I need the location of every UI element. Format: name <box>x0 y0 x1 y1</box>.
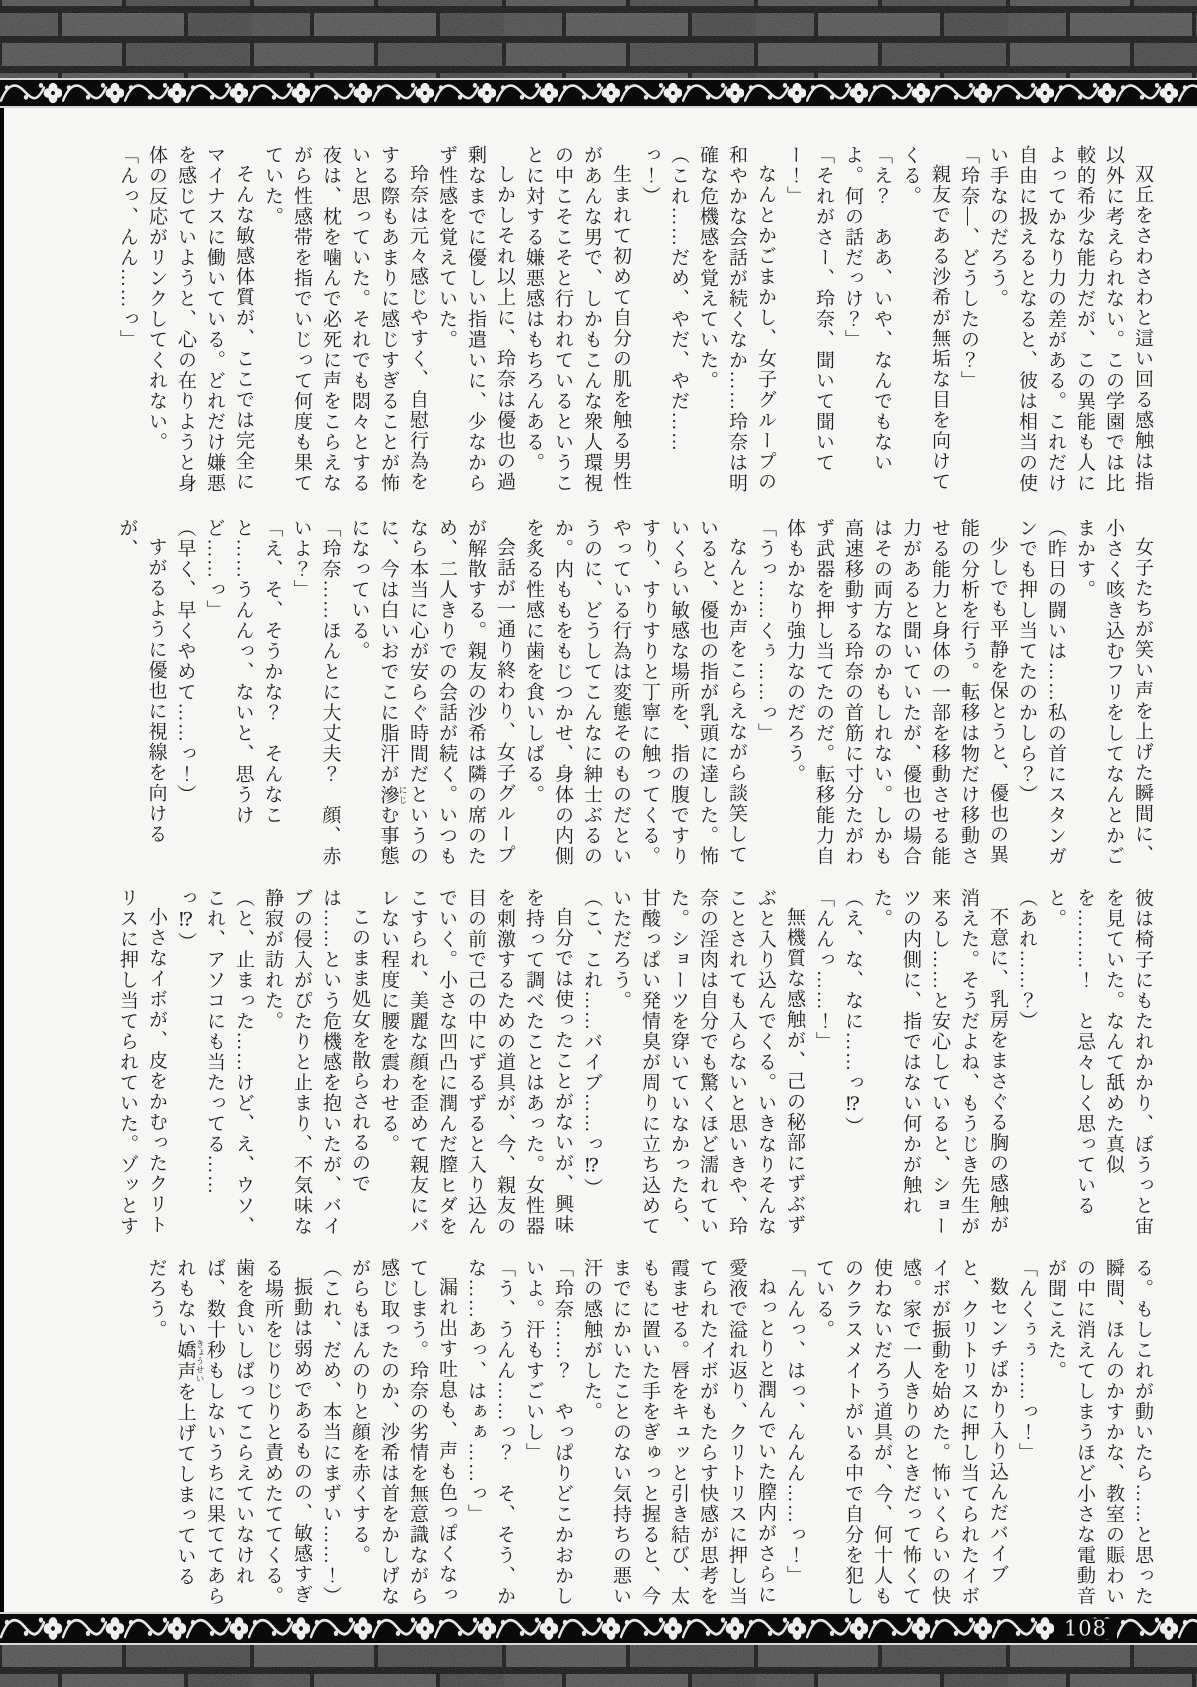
brick-texture-top <box>0 0 1197 78</box>
paragraph: （こ、これ……バイブ……っ⁉） <box>581 888 602 1199</box>
page-content <box>0 108 1197 1612</box>
page-number: 108 <box>1054 1618 1117 1639</box>
paragraph: （え、な、なに……っ⁉） <box>842 888 863 1137</box>
paragraph: 女子たちが笑い声を上げた瞬間に、小さく咳き込むフリをしてなんとかごまかす。 <box>1074 518 1153 867</box>
paragraph: （早く、早くやめて……っ！） <box>174 518 196 805</box>
paragraph: （これ……だめ、やだ、やだ……っ！） <box>639 145 689 453</box>
paragraph: 「んっ、んん……っ」 <box>117 145 138 350</box>
paragraph: 双丘をさわさわと這い回る感触は指以外に考えられない。この学園では比較的希少な能力だが、この異能も人によってかなり力の差がある。これだけ自由に扱えるとなると、彼は相当の使い手なのだろう。 <box>987 145 1153 494</box>
paragraph: る。もしこれが動いたら……と思った瞬間、ほんのかすかな、教室の賑わいの中に消えてしまうほど小さな電動音が聞こえた。 <box>1045 1258 1153 1607</box>
paragraph: 小さなイボが、皮をかむったクリトリスに押し当てられていた。ゾッとす <box>117 888 167 1237</box>
paragraph: 無機質な感触が、己の秘部にずぶずぶと入り込んでくる。いきなりそんなことされても入らないと思いきや、玲奈の淫肉は自分でも驚くほど濡れていた。ショーツを穿いていなかったら、甘酸っぱい発情臭が周りに立ち込めていただろう。 <box>610 888 805 1237</box>
paragraph: ねっとりと潤んでいた膣内がさらに愛液で溢れ返り、クリトリスに押し当てられたイボがもたらす快感が思考を霞ませる。唇をキュッと引き結び、太ももに置いた手をぎゅっと握ると、今までにかいたことのない気持ちの悪い汗の感触がした。 <box>581 1258 776 1607</box>
paragraph: 振動は弱めであるものの、敏感すぎる場所をじりじりと責めたててくる。歯を食いしばってこらえていなければ、数十秒もしないうちに果ててあられもない嬌声 きょうせいを上げてしまっているだろう。 <box>145 1258 312 1607</box>
paragraph: 「んんっ、はっ、んんん……っ！」 <box>784 1258 805 1586</box>
paragraph: （昨日の闘いは……私の首にスタンガンでも押し当てたのかしら？） <box>1016 518 1066 867</box>
ornament-band-top <box>0 78 1197 108</box>
paragraph: 「玲奈―、どうしたの？」 <box>958 145 979 391</box>
paragraph: 「え、そ、そうかな？ そんなこと……うんんっ、ないと、思うけど……っ」 <box>203 518 283 826</box>
flower-vine-pattern-top <box>0 80 1197 106</box>
paragraph: （と、止まった……けど、え、ウソ、これ、アソコにも当たってる……っ⁉） <box>175 888 254 1237</box>
paragraph: 「んんっ……！」 <box>813 888 834 1052</box>
paragraph: このまま処女を散らされるのでは……という危機感を抱いたが、バイブの侵入がぴたりと止まり、不気味な静寂が訪れた。 <box>262 888 370 1237</box>
flower-vine-pattern-bottom <box>0 1614 1197 1643</box>
text-band-2 <box>113 518 1158 867</box>
text-band-1 <box>113 145 1157 494</box>
paragraph: 数センチばかり入り込んだバイブと、クリトリスに押し当てられたイボイボが振動を始めた。怖いくらいの快感。家で一人きりのときだって怖くて使わないだろう道具が、今、何十人ものクラスメイトがいる中で自分を犯している。 <box>813 1258 1008 1607</box>
ornament-band-bottom <box>0 1612 1197 1645</box>
paragraph: （これ、だめ、本当にまずい……！） <box>320 1258 341 1607</box>
paragraph: なんとか声をこらえながら談笑していると、優也の指が乳頭に達した。怖いくらい敏感な場所を、指の腹ですりすり、すりすりと丁寧に触ってくる。やっている行為は変態そのものだというのに、どうしてこんなに紳士ぶるのか。内ももをもじつかせ、身体の内側を炙る性感に歯を食いしばる。 <box>523 518 747 867</box>
paragraph: 親友である沙希が無垢な目を向けてくる。 <box>900 145 950 492</box>
paragraph: 「玲奈……ほんとに大丈夫？ 顔、赤いよ？」 <box>290 518 341 867</box>
paragraph: 自分では使ったことがないが、興味を持って調べたことはあった。女性器を刺激するための道具が、今、親友の目の前で己の中にずるずると入り込んでいく。小さな凹凸に潤んだ膣ヒダをこすられ、美麗な顔を歪めて親友にバレない程度に腰を震わせる。 <box>378 888 573 1237</box>
paragraph: 「うっ……くぅ……っ」 <box>755 518 776 744</box>
text-band-3 <box>113 888 1157 1237</box>
paragraph: 「それがさー、玲奈、聞いて聞いてー！」 <box>784 145 834 473</box>
paragraph: しかしそれ以上に、玲奈は優也の過剰なまでに優しい指遣いに、少なからず性感を覚えていた。 <box>436 145 515 494</box>
paragraph: 「え？ ああ、いや、なんでもないよ。何の話だっけ？」 <box>842 145 892 473</box>
brick-border-top <box>0 0 1197 78</box>
paragraph: 生まれて初めて自分の肌を触る男性があんな男で、しかもこんな衆人環視の中こそこそと行われているということに対する嫌悪感はもちろんある。 <box>523 145 631 494</box>
paragraph: そんな敏感体質が、ここでは完全にマイナスに働いている。どれだけ嫌悪を感じていようと、心の在りようと身体の反応がリンクしてくれない。 <box>146 145 254 494</box>
brick-texture-bottom <box>0 1645 1197 1687</box>
paragraph: 少しでも平静を保とうと、優也の異能の分析を行う。転移は物だけ移動させる能力と身体の一部を移動させる能力があると聞いていたが、優也の場合はその両方なのかもしれない。しかも高速移動する玲奈の首筋に寸分たがわず武器を押し当てたのだ。転移能力自体もかなり強力なのだろう。 <box>784 518 1008 867</box>
text-band-4 <box>142 1258 1158 1607</box>
paragraph: すがるように優也に視線を向けるが、 <box>116 518 167 845</box>
paragraph: 「玲奈……？ やっぱりどこかおかしいよ。汗もすごいし」 <box>523 1258 573 1607</box>
paragraph: 漏れ出す吐息も、声も色っぽくなってしまう。玲奈の劣情を無意識ながら感じ取ったのか、沙希は首をかしげながらもほんのりと顔を赤くする。 <box>349 1258 457 1607</box>
brick-border-bottom <box>0 1645 1197 1687</box>
paragraph: なんとかごまかし、女子グループの和やかな会話が続くなか……玲奈は明確な危機感を覚えていた。 <box>697 145 776 494</box>
paragraph: 不意に、乳房をまさぐる胸の感触が消えた。そうだよね、もうじき先生が来るし……と安心していると、ショーツの内側に、指ではない何かが触れた。 <box>871 888 1008 1237</box>
paragraph: 「う、うんん……っ？ そ、そう、かな……あっ、はぁぁ……っ」 <box>465 1258 515 1607</box>
paragraph: 玲奈は元々感じやすく、自慰行為をする際もあまりに感じすぎることが怖いと思っていた。それでも悶々とする夜は、枕を噛んで必死に声をこらえながら性感帯を指でいじって何度も果てていた。 <box>262 145 428 494</box>
paragraph: 会話が一通り終わり、女子グループが解散する。親友の沙希は隣の席のため、二人きりでの会話が続く。いつもなら本当に心が安らぐ時間だというのに、今は白いおでこに脂汗が滲 にじむ事態になっている。 <box>348 518 515 867</box>
paragraph: 彼は椅子にもたれかかり、ぼうっと宙を見ていた。なんて舐めた真似を………！ と忌々しく思っていると。 <box>1045 888 1153 1237</box>
paragraph: 「んくぅぅ……っ！」 <box>1016 1258 1037 1463</box>
paragraph: （あれ……？） <box>1016 888 1037 1032</box>
